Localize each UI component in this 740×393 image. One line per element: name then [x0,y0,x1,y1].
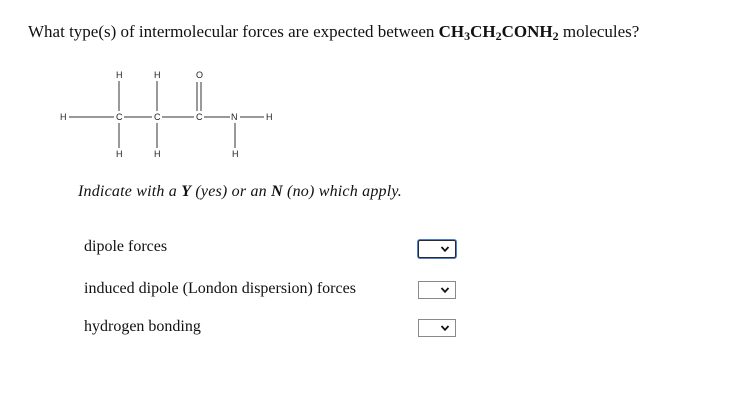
question-prefix: What type(s) of intermolecular forces are expected between [28,22,439,41]
dipole-forces-select[interactable] [418,240,456,258]
chevron-down-icon [440,323,450,333]
formula-subscript: 2 [495,29,502,43]
atom-label: H [266,112,273,122]
atom-label: C [116,112,123,122]
option-label-london: induced dipole (London dispersion) forces [84,280,356,297]
instruction-part: Indicate with a [78,183,182,200]
chevron-down-icon [440,244,450,254]
atom-label: N [231,112,238,122]
chevron-down-icon [440,285,450,295]
instruction-text [78,183,402,201]
option-label-dipole: dipole forces [84,238,168,255]
atom-label: H [154,149,161,159]
formula-subscript: 2 [552,29,559,43]
atom-label: H [154,70,161,80]
formula-subscript: 3 [464,29,471,43]
atom-label: O [196,70,204,80]
molecule-formula [439,22,559,41]
atom-label: C [154,112,161,122]
instruction-no-letter: N [271,183,283,200]
formula-part: CONH [501,22,553,41]
instruction-part: (no) which apply. [282,183,402,200]
question-text [28,22,639,44]
hydrogen-bonding-select[interactable] [418,319,456,337]
question-suffix: molecules? [558,22,640,41]
lewis-structure-diagram [60,64,300,164]
lewis-structure [60,64,300,164]
formula-part: CH [470,22,496,41]
instruction-yes-letter: Y [181,183,192,200]
atom-label: H [116,70,123,80]
atom-label: C [196,112,203,122]
atom-label: H [232,149,239,159]
atom-label: H [60,112,67,122]
instruction-part: (yes) or an [191,183,272,200]
london-dispersion-select[interactable] [418,281,456,299]
formula-part: CH [438,22,465,41]
atom-label: H [116,149,123,159]
option-label-hbond: hydrogen bonding [84,318,201,335]
